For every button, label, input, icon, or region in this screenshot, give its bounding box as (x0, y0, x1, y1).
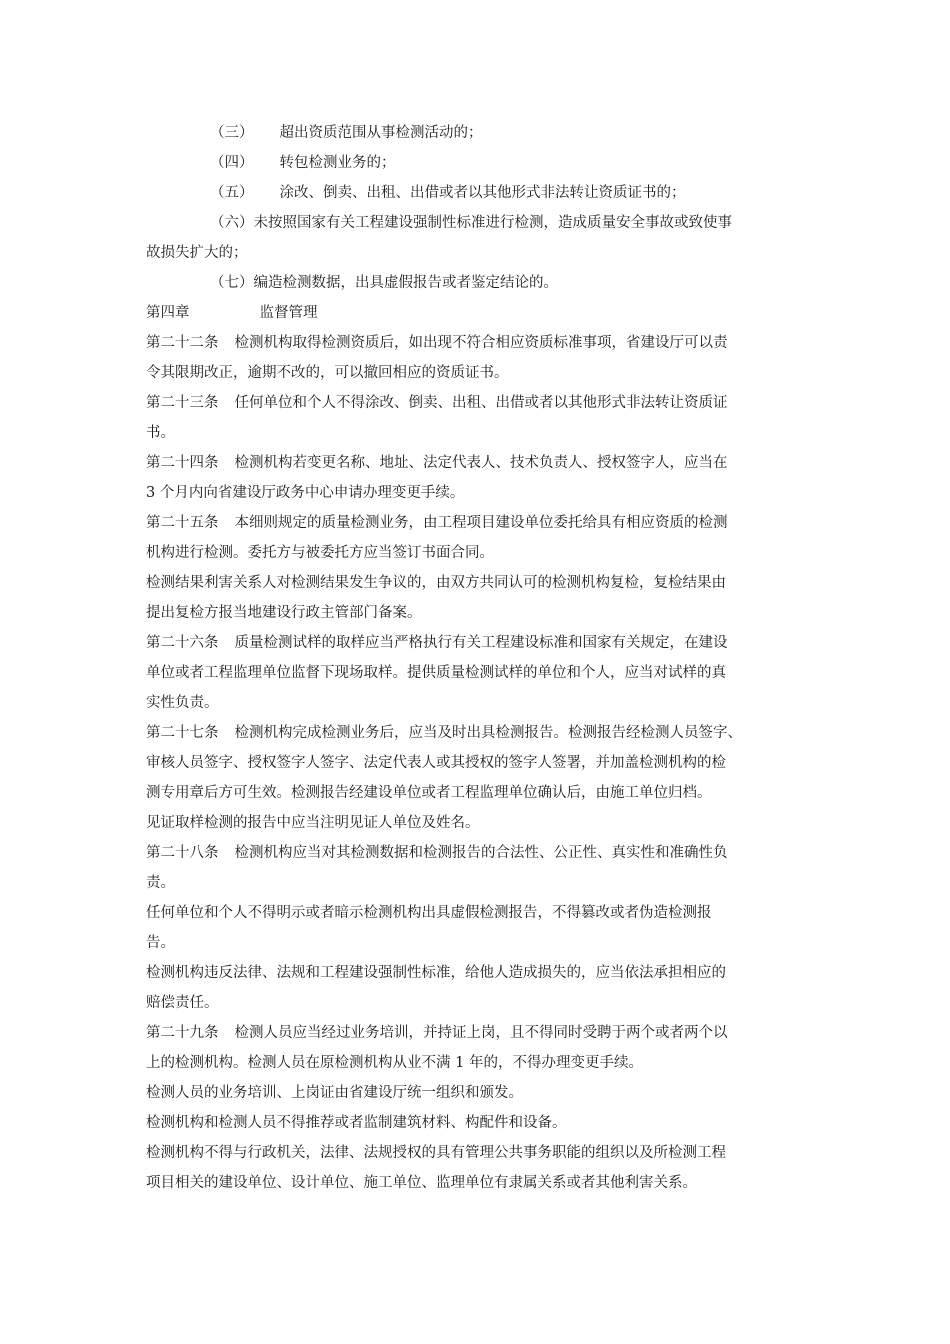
article-text: 任何单位和个人不得涂改、倒卖、出租、出借或者以其他形式非法转让资质证 (234, 395, 728, 411)
article-line (146, 778, 811, 808)
paragraph-text: 任何单位和个人不得明示或者暗示检测机构出具虚假检测报告，不得篡改或者伪造检测报 (146, 905, 712, 921)
item-text: 转包检测业务的； (279, 155, 396, 171)
paragraph-text: 项目相关的建设单位、设计单位、施工单位、监理单位有隶属关系或者其他利害关系。 (146, 1175, 697, 1191)
article-line (146, 1048, 811, 1078)
article-line (146, 328, 811, 358)
paragraph-text: 赔偿责任。 (146, 995, 219, 1011)
paragraph-line (146, 958, 811, 988)
article-line (146, 658, 811, 688)
article-text: 令其限期改正，逾期不改的，可以撤回相应的资质证书。 (146, 365, 509, 381)
paragraph-line (146, 928, 811, 958)
article-number: 第二十八条 (146, 845, 219, 861)
paragraph-line (146, 1168, 811, 1198)
document-page (146, 118, 811, 1198)
item-number: （三） (210, 125, 254, 141)
list-item (146, 268, 811, 298)
item-number: （四） (210, 155, 254, 171)
paragraph-line (146, 598, 811, 628)
list-item (146, 178, 811, 208)
chapter-number: 第四章 (146, 305, 190, 321)
list-item (146, 148, 811, 178)
article-text: 测专用章后方可生效。检测报告经建设单位或者工程监理单位确认后，由施工单位归档。 (146, 785, 712, 801)
paragraph-text: 检测机构和检测人员不得推荐或者监制建筑材料、构配件和设备。 (146, 1115, 567, 1131)
article-text: 检测机构取得检测资质后，如出现不符合相应资质标准事项，省建设厅可以责 (234, 335, 728, 351)
article-line (146, 538, 811, 568)
paragraph-text: 告。 (146, 935, 175, 951)
article-text: 上的检测机构。检测人员在原检测机构从业不满 1 年的，不得办理变更手续。 (146, 1055, 643, 1071)
article-line (146, 688, 811, 718)
item-number: （五） (210, 185, 254, 201)
chapter-title: 监督管理 (259, 305, 318, 321)
paragraph-line (146, 1108, 811, 1138)
article-text: 检测机构应当对其检测数据和检测报告的合法性、公正性、真实性和准确性负 (234, 845, 728, 861)
item-text: 涂改、倒卖、出租、出借或者以其他形式非法转让资质证书的； (279, 185, 686, 201)
article-text: 实性负责。 (146, 695, 219, 711)
paragraph-text: 检测机构违反法律、法规和工程建设强制性标准，给他人造成损失的，应当依法承担相应的 (146, 965, 726, 981)
article-text: 机构进行检测。委托方与被委托方应当签订书面合同。 (146, 545, 494, 561)
article-line (146, 838, 811, 868)
article-text: 书。 (146, 425, 175, 441)
article-line (146, 418, 811, 448)
article-text: 见证取样检测的报告中应当注明见证人单位及姓名。 (146, 815, 480, 831)
article-text: 质量检测试样的取样应当严格执行有关工程建设标准和国家有关规定，在建设 (234, 635, 728, 651)
article-text: 责。 (146, 875, 175, 891)
paragraph-line (146, 1138, 811, 1168)
article-text: 检测机构完成检测业务后，应当及时出具检测报告。检测报告经检测人员签字、 (234, 725, 742, 741)
item-text: 超出资质范围从事检测活动的； (279, 125, 483, 141)
paragraph-text: 检测人员的业务培训、上岗证由省建设厅统一组织和颁发。 (146, 1085, 523, 1101)
paragraph-text: 检测机构不得与行政机关，法律、法规授权的具有管理公共事务职能的组织以及所检测工程 (146, 1145, 726, 1161)
article-line (146, 508, 811, 538)
chapter-heading (146, 298, 811, 328)
article-number: 第二十五条 (146, 515, 219, 531)
article-text: 3 个月内向省建设厅政务中心申请办理变更手续。 (146, 485, 465, 501)
paragraph-text: 检测结果利害关系人对检测结果发生争议的，由双方共同认可的检测机构复检，复检结果由 (146, 575, 726, 591)
paragraph-line (146, 568, 811, 598)
article-number: 第二十三条 (146, 395, 219, 411)
article-line (146, 718, 811, 748)
article-number: 第二十九条 (146, 1025, 219, 1041)
article-number: 第二十七条 (146, 725, 219, 741)
article-line (146, 868, 811, 898)
article-line (146, 388, 811, 418)
article-text: 检测人员应当经过业务培训，并持证上岗，且不得同时受聘于两个或者两个以 (234, 1025, 728, 1041)
article-number: 第二十二条 (146, 335, 219, 351)
list-item (146, 208, 811, 238)
article-line (146, 1018, 811, 1048)
paragraph-line (146, 988, 811, 1018)
paragraph-text: 提出复检方报当地建设行政主管部门备案。 (146, 605, 422, 621)
paragraph-line (146, 898, 811, 928)
paragraph-line (146, 1078, 811, 1108)
article-number: 第二十四条 (146, 455, 219, 471)
list-item (146, 118, 811, 148)
item-text: （六）未按照国家有关工程建设强制性标准进行检测，造成质量安全事故或致使事 (210, 215, 732, 231)
article-number: 第二十六条 (146, 635, 219, 651)
article-line (146, 448, 811, 478)
list-item-continuation (146, 238, 811, 268)
article-line (146, 358, 811, 388)
article-text: 审核人员签字、授权签字人签字、法定代表人或其授权的签字人签署，并加盖检测机构的检 (146, 755, 726, 771)
article-line (146, 478, 811, 508)
article-line (146, 748, 811, 778)
article-text: 单位或者工程监理单位监督下现场取样。提供质量检测试样的单位和个人，应当对试样的真 (146, 665, 726, 681)
item-text: 故损失扩大的； (146, 245, 248, 261)
article-text: 本细则规定的质量检测业务，由工程项目建设单位委托给具有相应资质的检测 (234, 515, 728, 531)
item-text: （七）编造检测数据，出具虚假报告或者鉴定结论的。 (210, 275, 558, 291)
article-text: 检测机构若变更名称、地址、法定代表人、技术负责人、授权签字人，应当在 (234, 455, 728, 471)
article-line (146, 628, 811, 658)
article-line (146, 808, 811, 838)
